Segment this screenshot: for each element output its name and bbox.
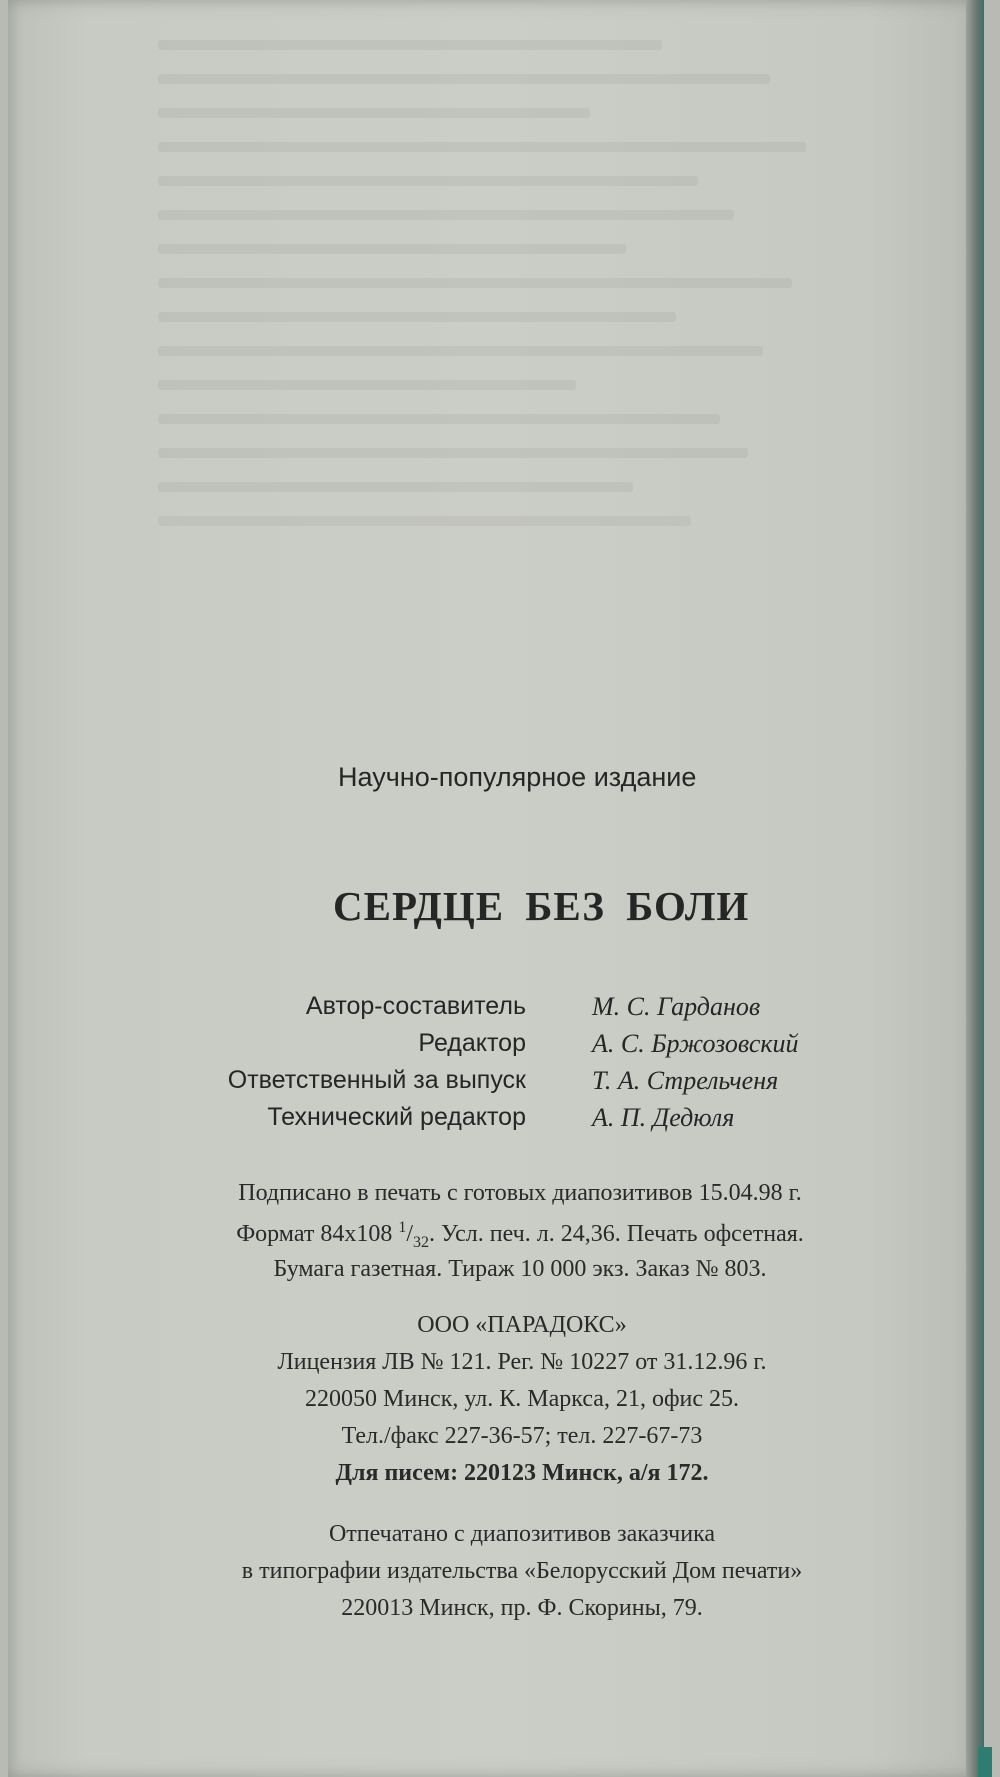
- publisher-phone: Тел./факс 227-36-57; тел. 227-67-73: [341, 1423, 703, 1449]
- publisher-mail: Для писем: 220123 Минск, а/я 172.: [335, 1460, 709, 1486]
- format-separator: /: [406, 1221, 414, 1247]
- publisher-license: Лицензия ЛВ № 121. Рег. № 10227 от 31.12.96 г.: [277, 1349, 767, 1375]
- format-denominator: 32: [413, 1233, 430, 1251]
- format-prefix: Формат 84x108: [236, 1221, 399, 1247]
- printer-line-3: 220013 Минск, пр. Ф. Скорины, 79.: [341, 1595, 703, 1621]
- publisher-name: ООО «ПАРАДОКС»: [417, 1312, 627, 1338]
- credit-name: Т. А. Стрельченя: [592, 1066, 779, 1095]
- format-suffix: . Усл. печ. л. 24,36. Печать офсетная.: [429, 1221, 804, 1247]
- edition-type: Научно-популярное издание: [338, 762, 697, 792]
- print-paper: Бумага газетная. Тираж 10 000 экз. Заказ № 803.: [273, 1256, 767, 1282]
- credit-role: Технический редактор: [267, 1103, 526, 1131]
- credit-role: Автор-составитель: [305, 992, 526, 1020]
- publisher-address: 220050 Минск, ул. К. Маркса, 21, офис 25.: [305, 1386, 739, 1412]
- format-numerator: 1: [398, 1219, 407, 1236]
- printer-line-1: Отпечатано с диапозитивов заказчика: [328, 1521, 716, 1547]
- cover-corner: [978, 1747, 992, 1777]
- credit-name: А. С. Бржозовский: [592, 1029, 799, 1058]
- printer-line-2: в типографии издательства «Белорусский Дом печати»: [241, 1558, 803, 1584]
- credit-role: Редактор: [418, 1029, 526, 1057]
- credit-name: М. С. Гарданов: [592, 992, 761, 1021]
- credit-role: Ответственный за выпуск: [227, 1066, 526, 1094]
- book-title: СЕРДЦЕ БЕЗ БОЛИ: [333, 883, 750, 929]
- page-edge: [966, 0, 984, 1777]
- print-signed: Подписано в печать с готовых диапозитивов 15.04.98 г.: [238, 1180, 802, 1206]
- show-through-text: [158, 40, 878, 660]
- print-format: [0, 1219, 1000, 1252]
- credit-name: А. П. Дедюля: [592, 1103, 735, 1132]
